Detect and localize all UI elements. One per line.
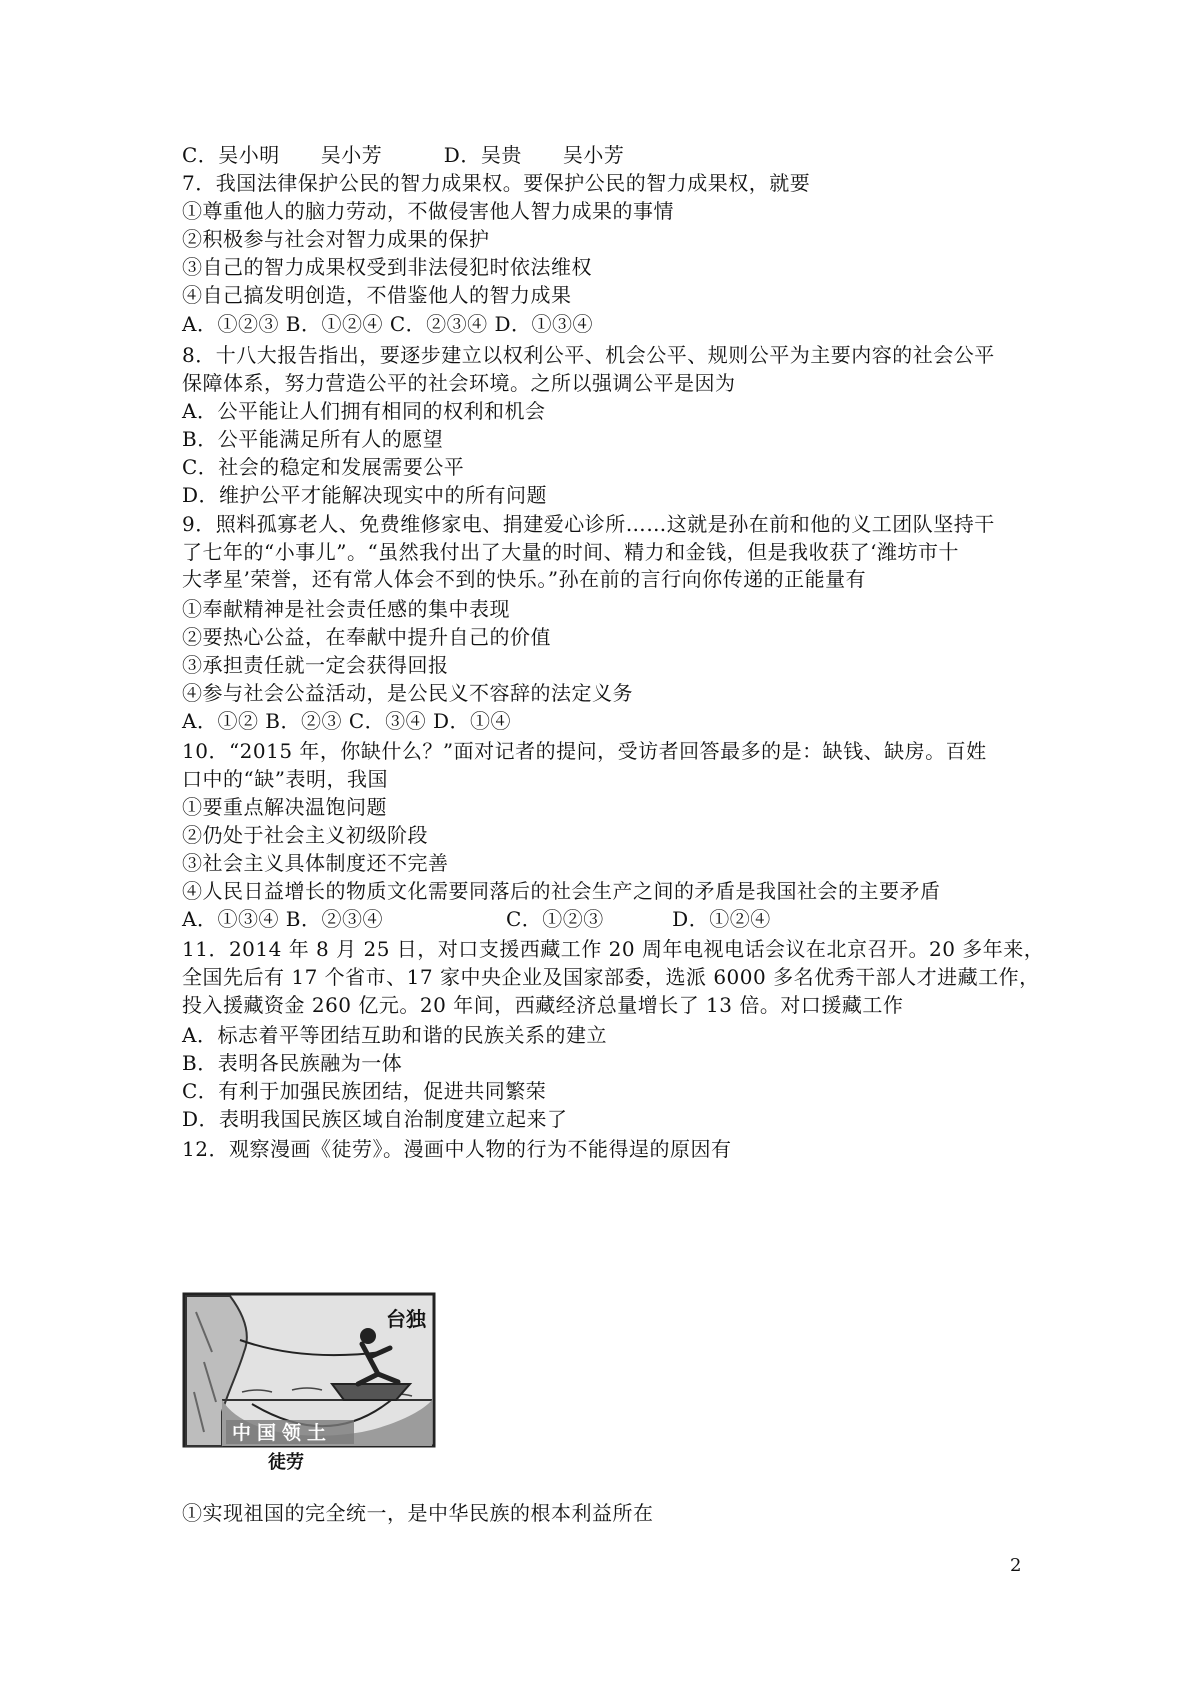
cartoon-futile — [182, 1292, 438, 1472]
text-line: D．表明我国民族区域自治制度建立起来了 — [182, 1107, 568, 1131]
text-line: A．公平能让人们拥有相同的权利和机会 — [182, 399, 546, 423]
text-line: 8．十八大报告指出，要逐步建立以权利公平、机会公平、规则公平为主要内容的社会公平 — [182, 343, 995, 367]
text-line: ①要重点解决温饱问题 — [182, 795, 387, 819]
text-line: 口中的“缺”表明，我国 — [182, 767, 388, 791]
text-line: 保障体系，努力营造公平的社会环境。之所以强调公平是因为 — [182, 371, 736, 395]
question-12-option-1: ①实现祖国的完全统一，是中华民族的根本利益所在 — [182, 1501, 654, 1525]
boat-shape — [332, 1384, 410, 1400]
text-line: C．有利于加强民族团结，促进共同繁荣 — [182, 1079, 547, 1103]
text-line: ②要热心公益，在奉献中提升自己的价值 — [182, 625, 551, 649]
text-line: B．表明各民族融为一体 — [182, 1051, 403, 1075]
text-line: ④自己搞发明创造，不借鉴他人的智力成果 — [182, 283, 572, 307]
text-line: A．①②③ B．①②④ C．②③④ D．①③④ — [182, 312, 594, 336]
text-line: ④人民日益增长的物质文化需要同落后的社会生产之间的矛盾是我国社会的主要矛盾 — [182, 879, 941, 903]
text-line: ①尊重他人的脑力劳动，不做侵害他人智力成果的事情 — [182, 199, 674, 223]
text-line: ③自己的智力成果权受到非法侵犯时依法维权 — [182, 255, 592, 279]
text-line: B．公平能满足所有人的愿望 — [182, 427, 444, 451]
label-taidu: 台独 — [386, 1307, 426, 1331]
text-line: 了七年的“小事儿”。“虽然我付出了大量的时间、精力和金钱，但是我收获了‘潍坊市十 — [182, 540, 960, 564]
text-line: A．①③④ B．②③④ C．①②③ D．①②④ — [182, 907, 771, 931]
cartoon-caption: 徒劳 — [268, 1452, 304, 1472]
text-line: 11．2014 年 8 月 25 日，对口支援西藏工作 20 周年电视电话会议在北京召开。20 多年来， — [182, 937, 1045, 961]
text-line: A．①② B．②③ C．③④ D．①④ — [182, 709, 512, 733]
label-territory: 中国领土 — [232, 1422, 333, 1444]
text-line: ②仍处于社会主义初级阶段 — [182, 823, 428, 847]
text-line: 10．“2015 年，你缺什么？”面对记者的提问，受访者回答最多的是：缺钱、缺房。百姓 — [182, 739, 987, 763]
text-line: 投入援藏资金 260 亿元。20 年间，西藏经济总量增长了 13 倍。对口援藏工作 — [182, 993, 904, 1017]
text-line: C．社会的稳定和发展需要公平 — [182, 455, 465, 479]
text-line: 7．我国法律保护公民的智力成果权。要保护公民的智力成果权，就要 — [182, 171, 811, 195]
text-line: ③承担责任就一定会获得回报 — [182, 653, 449, 677]
text-line: ③社会主义具体制度还不完善 — [182, 851, 449, 875]
text-line: 全国先后有 17 个省市、17 家中央企业及国家部委，选派 6000 多名优秀干部人才进藏工作， — [182, 965, 1040, 989]
text-line: 12．观察漫画《徒劳》。漫画中人物的行为不能得逞的原因有 — [182, 1137, 732, 1161]
text-line: ④参与社会公益活动，是公民义不容辞的法定义务 — [182, 681, 633, 705]
text-line: C．吴小明 吴小芳 D．吴贵 吴小芳 — [182, 143, 625, 167]
text-line: ①奉献精神是社会责任感的集中表现 — [182, 597, 510, 621]
text-line: 大孝星’荣誉，还有常人体会不到的快乐。”孙在前的言行向你传递的正能量有 — [182, 567, 867, 591]
page-number: 2 — [1010, 1555, 1022, 1576]
text-line: ②积极参与社会对智力成果的保护 — [182, 227, 490, 251]
text-line: D．维护公平才能解决现实中的所有问题 — [182, 483, 548, 507]
text-line: A．标志着平等团结互助和谐的民族关系的建立 — [182, 1023, 607, 1047]
text-line: 9．照料孤寡老人、免费维修家电、捐建爱心诊所……这就是孙在前和他的义工团队坚持干 — [182, 512, 995, 536]
